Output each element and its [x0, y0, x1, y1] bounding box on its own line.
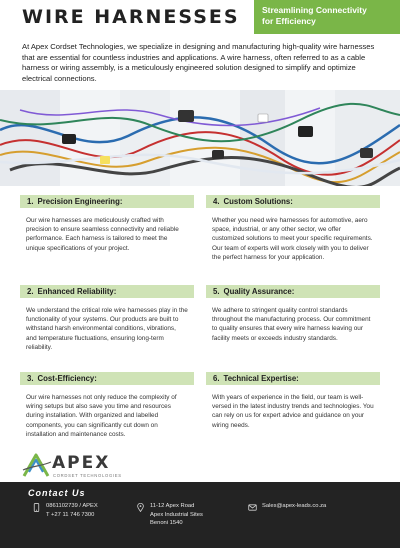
- section-cost-efficiency: [20, 372, 194, 439]
- section-title: Quality Assurance:: [223, 287, 295, 296]
- section-body: Our wire harnesses not only reduce the complexity of wiring setups but also save you time and resources during installation. With organized and labelled components, you can significantly cut down on installation and maintenance costs.: [26, 394, 177, 438]
- mail-icon: [248, 503, 257, 512]
- footer-title: Contact Us: [28, 488, 86, 498]
- section-number: 2.: [27, 287, 34, 296]
- company-logo: [22, 452, 142, 482]
- section-title: Precision Engineering:: [37, 197, 123, 206]
- section-title: Technical Expertise:: [223, 374, 299, 383]
- section-body: Our wire harnesses are meticulously crafted with precision to ensure seamless connectivity and reliable performance. Each harness is tailored to meet the unique specifications of your project.: [26, 217, 179, 252]
- contact-phone: [46, 502, 98, 519]
- section-heading: [20, 195, 194, 208]
- contact-footer: [0, 482, 400, 548]
- section-title: Custom Solutions:: [223, 197, 293, 206]
- apex-logo-icon: [22, 452, 52, 478]
- section-heading: [20, 372, 194, 385]
- section-body: Whether you need wire harnesses for automotive, aero space, industrial, or any other sector, we offer customized solutions to meet your specific requirements. Our team of experts will work closely with you to deliver the perfect harness for your application.: [212, 217, 373, 261]
- section-enhanced-reliability: [20, 285, 194, 352]
- section-number: 3.: [27, 374, 34, 383]
- wire-harness-illustration: [0, 90, 400, 186]
- page-title: WIRE HARNESSES: [22, 6, 240, 28]
- tagline-banner: [254, 0, 400, 34]
- phone-icon: [32, 503, 41, 512]
- section-body: We adhere to stringent quality control standards throughout the manufacturing process. Our commitment to quality ensures that every wire harness leaving our facility meets or exceeds industry standards.: [212, 307, 371, 342]
- address-line-2: Apex Industrial Sites: [150, 511, 203, 518]
- section-heading: [206, 372, 380, 385]
- tagline-line-1: Streamlining Connectivity: [262, 5, 367, 15]
- section-heading: [206, 195, 380, 208]
- tagline-line-2: for Efficiency: [262, 16, 316, 26]
- section-body: We understand the critical role wire harnesses play in the functionality of your systems. Our products are built to withstand harsh environmental conditions, vibrations, and temperature fluctuations, ensuring long-term reliability.: [26, 307, 188, 351]
- section-title: Enhanced Reliability:: [37, 287, 117, 296]
- contact-email: [262, 502, 326, 511]
- section-number: 4.: [213, 197, 220, 206]
- section-heading: [20, 285, 194, 298]
- section-quality-assurance: [206, 285, 380, 343]
- phone-number-1[interactable]: 0861102739 / APEX: [46, 503, 98, 509]
- section-title: Cost-Efficiency:: [37, 374, 97, 383]
- section-custom-solutions: [206, 195, 380, 262]
- section-technical-expertise: [206, 372, 380, 430]
- section-precision-engineering: [20, 195, 194, 253]
- section-number: 5.: [213, 287, 220, 296]
- location-pin-icon: [136, 503, 145, 512]
- wire-harness-photo: [0, 90, 400, 186]
- email-link[interactable]: Sales@apex-leads.co.za: [262, 503, 327, 509]
- section-heading: [206, 285, 380, 298]
- address-line-1: 11-12 Apex Road: [150, 503, 195, 509]
- page-header: [0, 0, 400, 36]
- section-body: With years of experience in the field, our team is well-versed in the latest industry trends and technologies. You can rely on us for expert advice and guidance on your wiring needs.: [212, 394, 374, 429]
- section-number: 1.: [27, 197, 34, 206]
- section-number: 6.: [213, 374, 220, 383]
- address-line-3: Benoni 1540: [150, 520, 183, 527]
- contact-address: [150, 502, 203, 528]
- intro-paragraph: At Apex Cordset Technologies, we specialize in designing and manufacturing high-quality wire harnesses that are essential for countless industries and applications. A wire harness, often referred to as a cable harness or wiring assembly, is a meticulously engineered solution designed to simplify and optimize electrical connections.: [22, 42, 375, 83]
- phone-number-2[interactable]: T +27 11 746 7300: [46, 511, 95, 518]
- logo-subtitle: CORDSET TECHNOLOGIES: [53, 473, 122, 478]
- logo-wordmark: APEX: [52, 453, 111, 473]
